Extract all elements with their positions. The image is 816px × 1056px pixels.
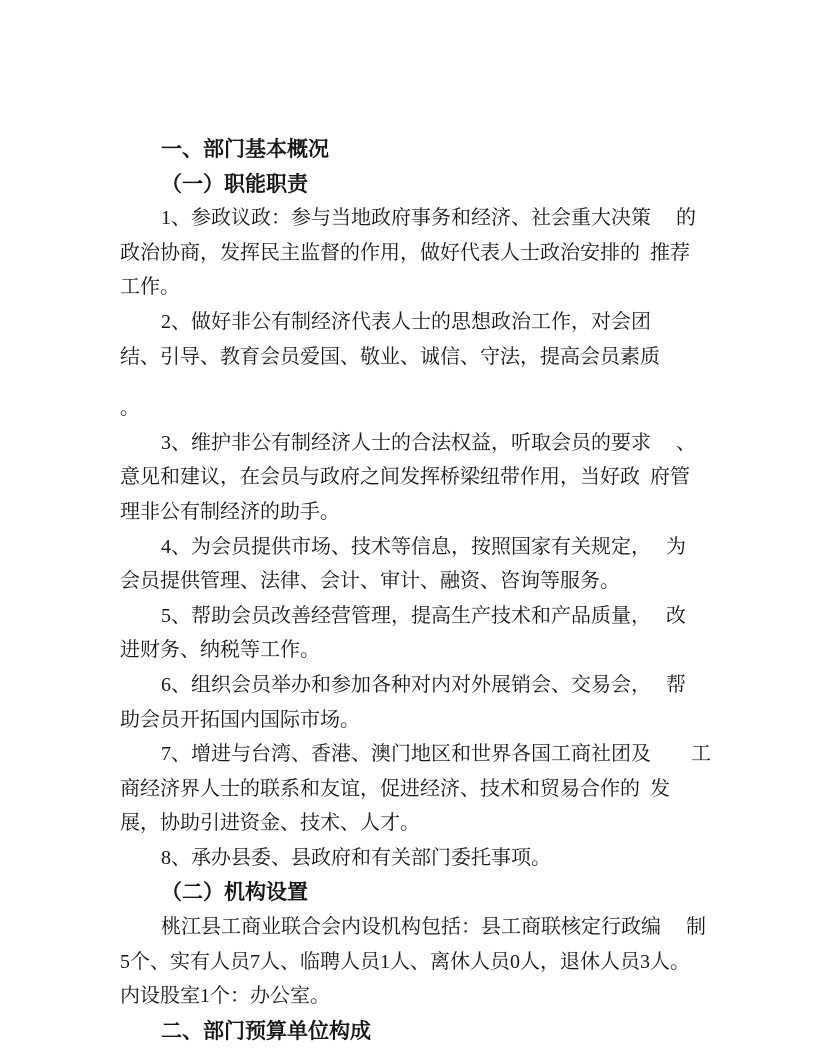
text-line: 政治协商，发挥民主监督的作用，做好代表人士政治安排的 推荐 — [120, 241, 690, 264]
text-line: 商经济界人士的联系和友谊，促进经济、技术和贸易合作的 发 — [120, 777, 670, 800]
text-line: 。 — [120, 397, 140, 420]
text-line: 工作。 — [120, 276, 180, 299]
text-line: 结、引导、教育会员爱国、敬业、诚信、守法，提高会员素质 — [120, 345, 660, 368]
section-heading-dept-overview: 一、部门基本概况 — [161, 137, 329, 161]
text-line: 4、为会员提供市场、技术等信息，按照国家有关规定， 为 — [161, 535, 686, 558]
document-text-block — [120, 132, 711, 1048]
text-line: 3、维护非公有制经济人士的合法权益，听取会员的要求 、 — [161, 431, 696, 454]
text-line: 2、做好非公有制经济代表人士的思想政治工作，对会团 — [161, 310, 651, 333]
text-line: 进财务、纳税等工作。 — [120, 639, 320, 662]
section-heading-functions: （一）职能职责 — [161, 171, 308, 196]
section-heading-budget-units: 二、部门预算单位构成 — [161, 1018, 371, 1043]
text-line: 理非公有制经济的助手。 — [120, 500, 340, 523]
text-line: 6、组织会员举办和参加各种对内对外展销会、交易会， 帮 — [161, 673, 686, 696]
text-line: 5、帮助会员改善经营管理，提高生产技术和产品质量， 改 — [161, 604, 686, 627]
text-line: 展，协助引进资金、技术、人才。 — [120, 812, 420, 835]
section-heading-org-structure: （二）机构设置 — [161, 880, 308, 905]
text-line: 助会员开拓国内国际市场。 — [120, 708, 360, 731]
text-line: 桃江县工商业联合会内设机构包括：县工商联核定行政编 制 — [161, 916, 706, 939]
text-line: 7、增进与台湾、香港、澳门地区和世界各国工商社团及 工 — [161, 743, 711, 766]
text-line: 内设股室1个：办公室。 — [120, 985, 330, 1008]
text-line: 8、承办县委、县政府和有关部门委托事项。 — [161, 846, 551, 869]
text-line: 意见和建议，在会员与政府之间发挥桥梁纽带作用，当好政 府管 — [120, 466, 690, 489]
text-line: 会员提供管理、法律、会计、审计、融资、咨询等服务。 — [120, 570, 620, 593]
text-line: 1、参政议政：参与当地政府事务和经济、社会重大决策 的 — [161, 207, 696, 230]
text-line: 5个、实有人员7人、临聘人员1人、离休人员0人，退休人员3人。 — [120, 950, 690, 973]
